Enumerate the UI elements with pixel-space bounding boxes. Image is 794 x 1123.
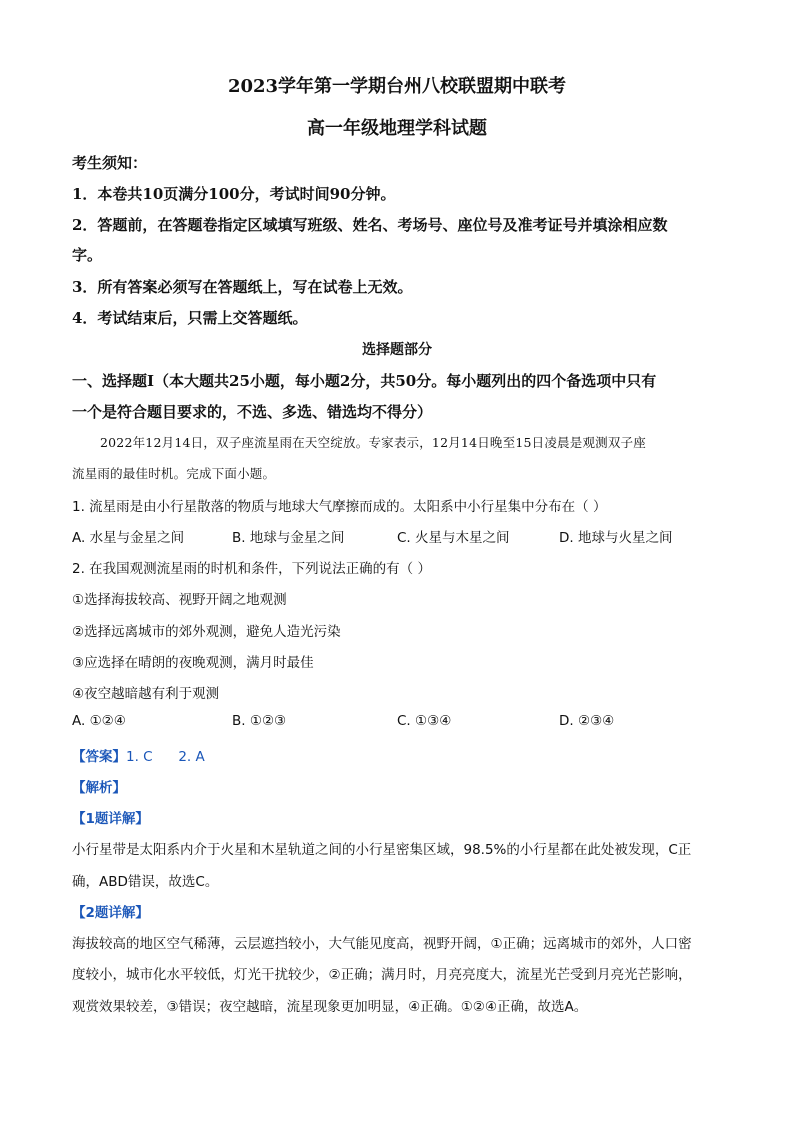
notice-item: 4．考试结束后，只需上交答题纸。 bbox=[72, 309, 308, 327]
detail-1-label: 【1题详解】 bbox=[72, 811, 149, 827]
statement: ③应选择在晴朗的夜晚观测，满月时最佳 bbox=[72, 655, 314, 671]
notice-item: 字。 bbox=[72, 246, 103, 264]
statement: ④夜空越暗越有利于观测 bbox=[72, 686, 220, 702]
detail-1-text: 确，ABD错误，故选C。 bbox=[72, 874, 219, 890]
detail-2-text: 海拔较高的地区空气稀薄，云层遮挡较小，大气能见度高，视野开阔，①正确；远离城市的郊外，人口密 bbox=[72, 936, 692, 952]
exam-title: 2023学年第一学期台州八校联盟期中联考 bbox=[227, 76, 567, 97]
section-instruction: 一个是符合题目要求的，不选、多选、错选均不得分） bbox=[72, 403, 433, 421]
option-c: C. 火星与木星之间 bbox=[397, 530, 510, 546]
notice-heading: 考生须知： bbox=[72, 154, 148, 172]
detail-2-label: 【2题详解】 bbox=[72, 905, 149, 921]
question-2-stem: 2. 在我国观测流星雨的时机和条件，下列说法正确的有（ ） bbox=[72, 561, 431, 577]
answer-text: 1. C 2. A bbox=[126, 749, 205, 765]
section-title: 选择题部分 bbox=[362, 342, 432, 358]
analysis-label: 【解析】 bbox=[72, 780, 126, 796]
notice-item: 2．答题前，在答题卷指定区域填写班级、姓名、考场号、座位号及准考证号并填涂相应数 bbox=[72, 216, 668, 234]
notice-item: 1．本卷共10页满分100分，考试时间90分钟。 bbox=[72, 185, 396, 203]
option-d: D. ②③④ bbox=[559, 713, 615, 729]
answer-label: 【答案】 bbox=[72, 749, 126, 765]
passage-text: 2022年12月14日，双子座流星雨在天空绽放。专家表示，12月14日晚至15日凌晨是观测双子座 bbox=[100, 435, 646, 450]
detail-2-text: 观赏效果较差，③错误；夜空越暗，流星现象更加明显，④正确。①②④正确，故选A。 bbox=[72, 999, 588, 1015]
question-1-stem: 1. 流星雨是由小行星散落的物质与地球大气摩擦而成的。太阳系中小行星集中分布在（ ） bbox=[72, 499, 607, 515]
option-b: B. ①②③ bbox=[232, 713, 287, 729]
notice-item: 3．所有答案必须写在答题纸上，写在试卷上无效。 bbox=[72, 278, 413, 296]
passage-text: 流星雨的最佳时机。完成下面小题。 bbox=[72, 466, 276, 481]
answer-line bbox=[72, 745, 722, 765]
detail-2-text: 度较小，城市化水平较低，灯光干扰较少，②正确；满月时，月亮亮度大，流星光芒受到月亮光芒影响， bbox=[72, 967, 692, 983]
detail-1-text: 小行星带是太阳系内介于火星和木星轨道之间的小行星密集区域，98.5%的小行星都在此处被发现，C正 bbox=[72, 842, 692, 858]
statement: ②选择远离城市的郊外观测，避免人造光污染 bbox=[72, 624, 341, 640]
option-b: B. 地球与金星之间 bbox=[232, 530, 345, 546]
statement: ①选择海拔较高、视野开阔之地观测 bbox=[72, 592, 287, 608]
section-instruction: 一、选择题Ⅰ（本大题共25小题，每小题2分，共50分。每小题列出的四个备选项中只有 bbox=[72, 372, 657, 390]
option-a: A. ①②④ bbox=[72, 713, 126, 729]
option-a: A. 水星与金星之间 bbox=[72, 530, 185, 546]
option-d: D. 地球与火星之间 bbox=[559, 530, 673, 546]
option-c: C. ①③④ bbox=[397, 713, 452, 729]
exam-subtitle: 高一年级地理学科试题 bbox=[307, 118, 487, 139]
